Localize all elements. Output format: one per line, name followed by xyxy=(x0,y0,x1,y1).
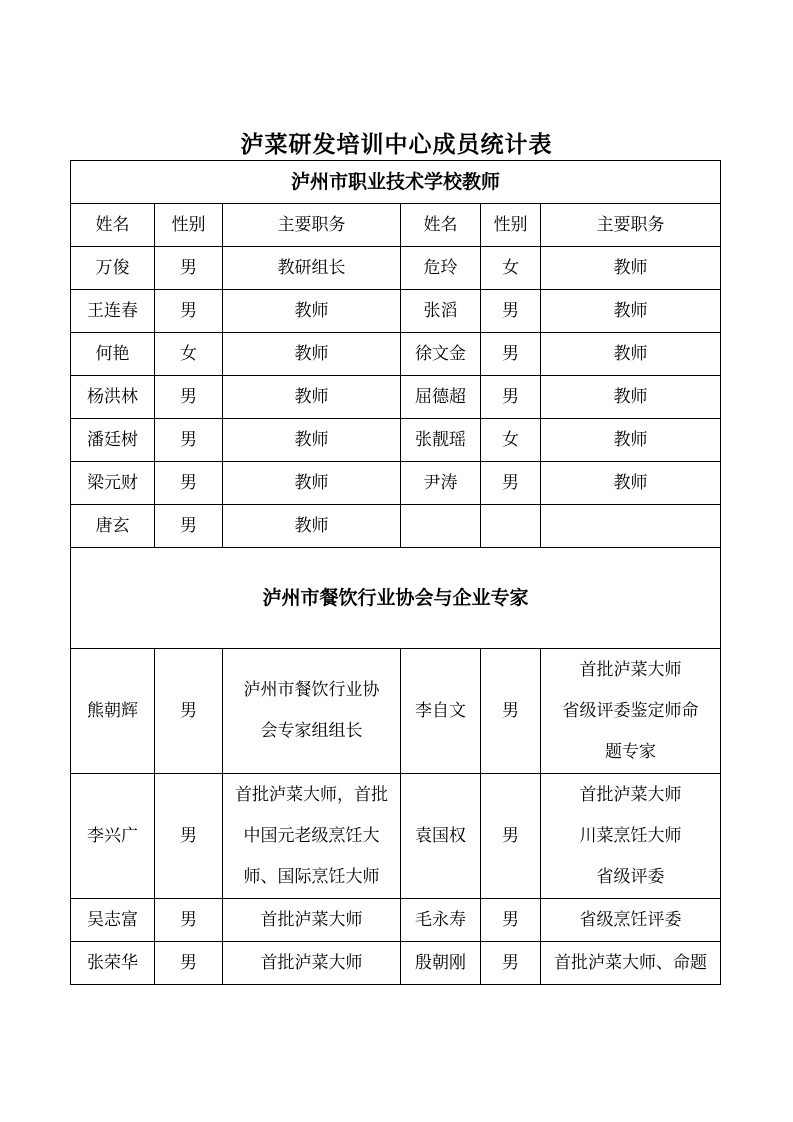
duty-cell xyxy=(541,899,721,942)
duty-cell xyxy=(223,649,401,774)
header-duty: 主要职务 xyxy=(541,204,721,247)
duty-cell: 教师 xyxy=(223,462,401,505)
duty-line: 师、国际烹饪大师 xyxy=(243,866,380,887)
duty-line: 中国元老级烹饪大 xyxy=(243,825,380,846)
header-gender: 性别 xyxy=(481,204,541,247)
name-cell: 唐玄 xyxy=(71,505,155,548)
duty-cell: 教师 xyxy=(223,419,401,462)
name-cell: 李兴广 xyxy=(71,774,155,899)
duty-cell xyxy=(541,774,721,899)
duty-line: 省级评委 xyxy=(596,866,665,887)
teacher-row xyxy=(71,247,721,290)
expert-row xyxy=(71,774,721,899)
duty-cell: 教师 xyxy=(223,290,401,333)
teacher-row xyxy=(71,419,721,462)
section-row-experts xyxy=(71,548,721,649)
gender-cell: 男 xyxy=(155,649,223,774)
header-name: 姓名 xyxy=(71,204,155,247)
section-row-teachers xyxy=(71,161,721,204)
gender-cell: 女 xyxy=(481,419,541,462)
name-cell: 张荣华 xyxy=(71,942,155,985)
name-cell: 梁元财 xyxy=(71,462,155,505)
name-cell: 王连春 xyxy=(71,290,155,333)
duty-cell: 教师 xyxy=(541,333,721,376)
name-cell: 毛永寿 xyxy=(401,899,481,942)
header-row xyxy=(71,204,721,247)
teacher-row xyxy=(71,462,721,505)
gender-cell: 男 xyxy=(481,649,541,774)
duty-line: 首批泸菜大师，首批 xyxy=(235,784,388,805)
gender-cell: 女 xyxy=(155,333,223,376)
header-gender: 性别 xyxy=(155,204,223,247)
gender-cell: 男 xyxy=(481,942,541,985)
duty-line: 首批泸菜大师 xyxy=(579,784,682,805)
teacher-row xyxy=(71,376,721,419)
duty-line: 首批泸菜大师 xyxy=(579,659,682,680)
gender-cell: 男 xyxy=(155,290,223,333)
teacher-row xyxy=(71,505,721,548)
gender-cell: 男 xyxy=(155,462,223,505)
duty-line: 省级评委鉴定师命 xyxy=(562,700,699,721)
name-cell: 吴志富 xyxy=(71,899,155,942)
gender-cell: 男 xyxy=(155,774,223,899)
name-cell: 殷朝刚 xyxy=(401,942,481,985)
name-cell: 危玲 xyxy=(401,247,481,290)
gender-cell: 男 xyxy=(155,376,223,419)
duty-line: 题专家 xyxy=(605,741,657,762)
name-cell: 杨洪林 xyxy=(71,376,155,419)
duty-cell: 教师 xyxy=(541,290,721,333)
duty-cell: 教师 xyxy=(541,419,721,462)
duty-line: 会专家组组长 xyxy=(260,721,363,741)
duty-cell: 教研组长 xyxy=(223,247,401,290)
name-cell: 潘廷树 xyxy=(71,419,155,462)
gender-cell: 男 xyxy=(155,419,223,462)
gender-cell: 男 xyxy=(155,247,223,290)
page-title: 泸菜研发培训中心成员统计表 xyxy=(240,132,553,158)
duty-cell xyxy=(541,505,721,548)
name-cell: 张滔 xyxy=(401,290,481,333)
section-title-experts: 泸州市餐饮行业协会与企业专家 xyxy=(71,548,721,649)
teacher-row xyxy=(71,333,721,376)
duty-cell: 教师 xyxy=(541,247,721,290)
duty-line: 首批泸菜大师 xyxy=(260,952,363,973)
name-cell xyxy=(401,505,481,548)
gender-cell: 男 xyxy=(481,462,541,505)
duty-cell: 教师 xyxy=(541,462,721,505)
duty-line: 首批泸菜大师 xyxy=(260,909,363,930)
name-cell: 熊朝辉 xyxy=(71,649,155,774)
gender-cell: 男 xyxy=(481,774,541,899)
header-name: 姓名 xyxy=(401,204,481,247)
expert-row xyxy=(71,942,721,985)
duty-cell xyxy=(223,942,401,985)
duty-line: 川菜烹饪大师 xyxy=(579,825,682,846)
duty-cell: 教师 xyxy=(223,376,401,419)
duty-cell: 教师 xyxy=(541,376,721,419)
duty-cell xyxy=(541,649,721,774)
gender-cell: 男 xyxy=(155,942,223,985)
duty-line: 首批泸菜大师、命题 xyxy=(554,952,708,973)
duty-cell xyxy=(541,942,721,985)
gender-cell: 男 xyxy=(481,290,541,333)
name-cell: 万俊 xyxy=(71,247,155,290)
name-cell: 何艳 xyxy=(71,333,155,376)
teacher-row xyxy=(71,290,721,333)
name-cell: 尹涛 xyxy=(401,462,481,505)
section-title-teachers: 泸州市职业技术学校教师 xyxy=(71,161,721,204)
duty-line: 省级烹饪评委 xyxy=(579,909,682,930)
expert-row xyxy=(71,899,721,942)
duty-cell: 教师 xyxy=(223,333,401,376)
header-duty: 主要职务 xyxy=(223,204,401,247)
gender-cell: 男 xyxy=(155,899,223,942)
expert-row xyxy=(71,649,721,774)
gender-cell: 男 xyxy=(155,505,223,548)
gender-cell: 男 xyxy=(481,333,541,376)
member-table xyxy=(70,160,721,985)
name-cell: 袁国权 xyxy=(401,774,481,899)
gender-cell: 男 xyxy=(481,899,541,942)
name-cell: 屈德超 xyxy=(401,376,481,419)
gender-cell: 女 xyxy=(481,247,541,290)
duty-cell xyxy=(223,899,401,942)
name-cell: 徐文金 xyxy=(401,333,481,376)
gender-cell xyxy=(481,505,541,548)
gender-cell: 男 xyxy=(481,376,541,419)
name-cell: 李自文 xyxy=(401,649,481,774)
duty-cell xyxy=(223,774,401,899)
name-cell: 张靓瑶 xyxy=(401,419,481,462)
duty-line: 泸州市餐饮行业协 xyxy=(243,680,380,700)
duty-cell: 教师 xyxy=(223,505,401,548)
